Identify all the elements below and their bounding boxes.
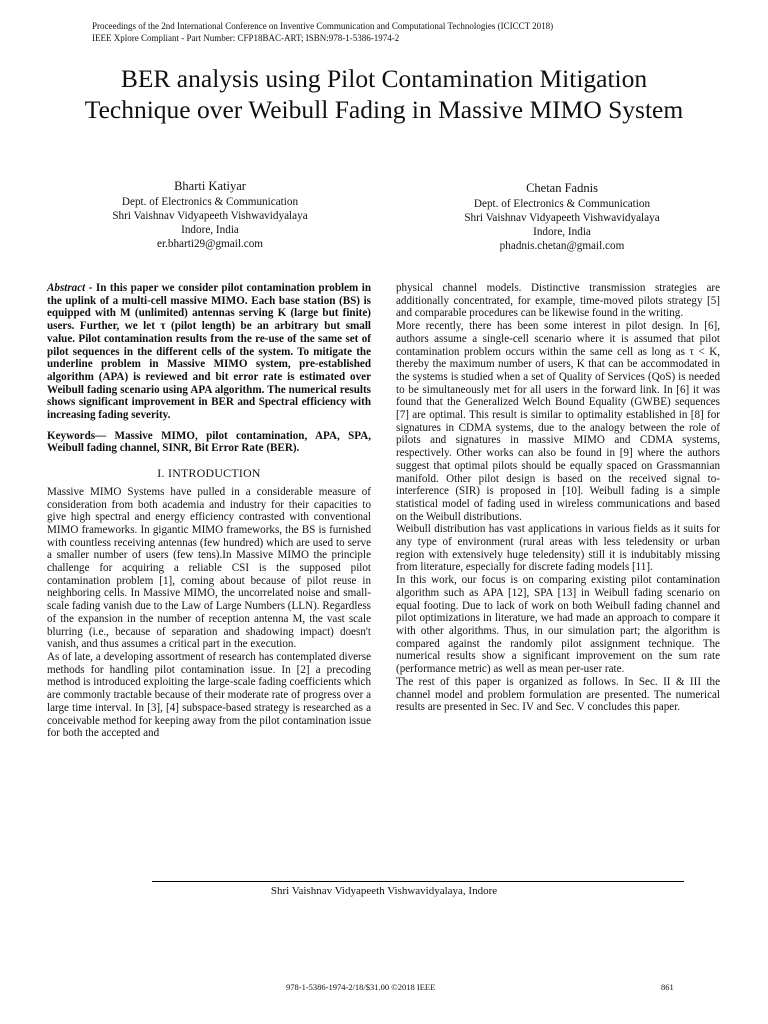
right-paragraph-2: More recently, there has been some interest in pilot design. In [6], authors assume a single-cell scenario where it is assumed that pilot contamination problem occurs within the same cell as long as τ < K, thereby the maximum number of users, K that can be accommodated in the systems is studied when a set of Quality of Services (QoS) is needed to be simultaneously met for all users in the forward link. In [6] it was found that the Generalized Welch Bound Equality (GWBE) sequences [7] are optimal. This result is similar to optimality established in [8] for signatures in CDMA systems, due to the analogy between the role of pilots and signatures in massive MIMO and CDMA systems, respectively. Other works can also be found in [9] where the authors suggest that optimal pilots should be equally spaced on Grassmannian manifold. Other pilot design is based on the received signal to-interference (SIR) is proposed in [10]. Weibull fading is a simple statistical model of fading used in wireless communications and based on the Weibull distributions. xyxy=(396,320,720,523)
intro-paragraph-1: Massive MIMO Systems have pulled in a considerable measure of consideration from both academia and industry for their capacities to give high spectral and energy efficiency contrasted with conventional MIMO frameworks. In gigantic MIMO frameworks, the BS is furnished with countless receiving antennas (few hundred) which are used to serve a smaller number of users (few tens).In Massive MIMO the principle challenge for acquiring a reliable CSI is the supposed pilot contamination problem [1], coming about because of pilot reuse in neighboring cells. In Massive MIMO, the uncorrelated noise and small-scale fading vanish due to the Law of Large Numbers (LLN). Regardless of the expansion in the number of reception antenna M, the vast scale blurring (i.e., because of separation and shadowing impact) doesn't vanish, and thus assumes a critical part in the execution. xyxy=(47,485,371,651)
author-name: Bharti Katiyar xyxy=(174,179,246,193)
author-institution: Shri Vaishnav Vidyapeeth Vishwavidyalaya xyxy=(112,210,308,222)
copyright-notice: 978-1-5386-1974-2/18/$31.00 ©2018 IEEE xyxy=(286,982,436,992)
abstract-label: Abstract - xyxy=(47,282,93,294)
author-block-2 xyxy=(437,180,687,253)
footer-divider xyxy=(152,881,684,882)
author-email: er.bharti29@gmail.com xyxy=(157,238,263,250)
right-paragraph-4: In this work, our focus is on comparing existing pilot contamination algorithm such as APA [12], SPA [13] in Weibull fading scenario on equal footing. Due to lack of work on both Weibull fading channel and pilot optimizations in literature, we had made an approach to compare it with other algorithms. Thus, in our simulation part; the algorithm is compared against the randomly pilot assignment technique. The numerical results show a significant improvement on the sum rate (performance metric) as well as mean per-user rate. xyxy=(396,574,720,676)
footer-institution: Shri Vaishnav Vidyapeeth Vishwavidyalaya, Indore xyxy=(270,885,498,897)
paper-title xyxy=(0,63,768,125)
abstract xyxy=(47,282,371,422)
keywords: Keywords— Massive MIMO, pilot contamination, APA, SPA, Weibull fading channel, SINR, Bit Error Rate (BER). xyxy=(47,429,371,455)
conference-line-2: IEEE Xplore Compliant - Part Number: CFP18BAC-ART; ISBN:978-1-5386-1974-2 xyxy=(92,33,400,43)
author-email: phadnis.chetan@gmail.com xyxy=(499,240,625,252)
section-heading-introduction: I. INTRODUCTION xyxy=(157,466,261,481)
right-paragraph-1: physical channel models. Distinctive transmission strategies are additionally concentrated, for example, time-moved pilots strategy [5] and comparable procedures can be likewise found in the writing. xyxy=(396,282,720,320)
right-paragraph-3: Weibull distribution has vast applications in various fields as it suits for any type of environment (rural areas with less teledensity or urban region with extensively huge teledensity) still it is indubitably missing from literature, especially for discrete fading models [11]. xyxy=(396,523,720,574)
author-dept: Dept. of Electronics & Communication xyxy=(121,196,299,208)
abstract-text: In this paper we consider pilot contamination problem in the uplink of a multi-cell massive MIMO. Each base station (BS) is equipped with M (unlimited) antennas serving K (large but finite) users. Further, we let τ (pilot length) be an arbitrary but small value. Pilot contamination results from the re-use of the same set of pilot sequences in the different cells of the system. To mitigate the underline problem in Massive MIMO system, pre-established algorithm (APA) is reviewed and bit error rate is estimated over Weibull fading scenario using APA algorithm. The numerical results shows significant improvement in BER and Spectral efficiency with increasing fading severity. xyxy=(47,282,371,422)
right-column xyxy=(396,282,720,714)
title-line-2: Technique over Weibull Fading in Massive MIMO System xyxy=(84,95,684,124)
title-line-1: BER analysis using Pilot Contamination Mitigation xyxy=(120,64,648,93)
conference-line-1: Proceedings of the 2nd International Conference on Inventive Communication and Computational Technologies (ICICCT 2018) xyxy=(92,21,554,31)
page-number: 861 xyxy=(661,982,674,992)
right-paragraph-5: The rest of this paper is organized as follows. In Sec. II & III the channel model and problem formulation are presented. The numerical results are presented in Sec. IV and Sec. V concludes this paper. xyxy=(396,675,720,714)
author-name: Chetan Fadnis xyxy=(526,181,598,195)
intro-paragraph-2: As of late, a developing assortment of research has contemplated diverse methods for handling pilot contamination issue. In [2] a precoding method is introduced exploiting the large-scale fading coefficients which are commonly tractable because of their moderate rate of progress over a large time interval. In [3], [4] subspace-based strategy is researched as a conceivable method for keeping away from the pilot contamination issue for both the accepted and xyxy=(47,650,371,740)
author-block-1 xyxy=(85,178,335,251)
author-dept: Dept. of Electronics & Communication xyxy=(473,198,651,210)
left-column xyxy=(47,282,371,740)
author-location: Indore, India xyxy=(533,226,591,238)
conference-header xyxy=(92,20,553,44)
author-institution: Shri Vaishnav Vidyapeeth Vishwavidyalaya xyxy=(464,212,660,224)
author-location: Indore, India xyxy=(181,224,239,236)
